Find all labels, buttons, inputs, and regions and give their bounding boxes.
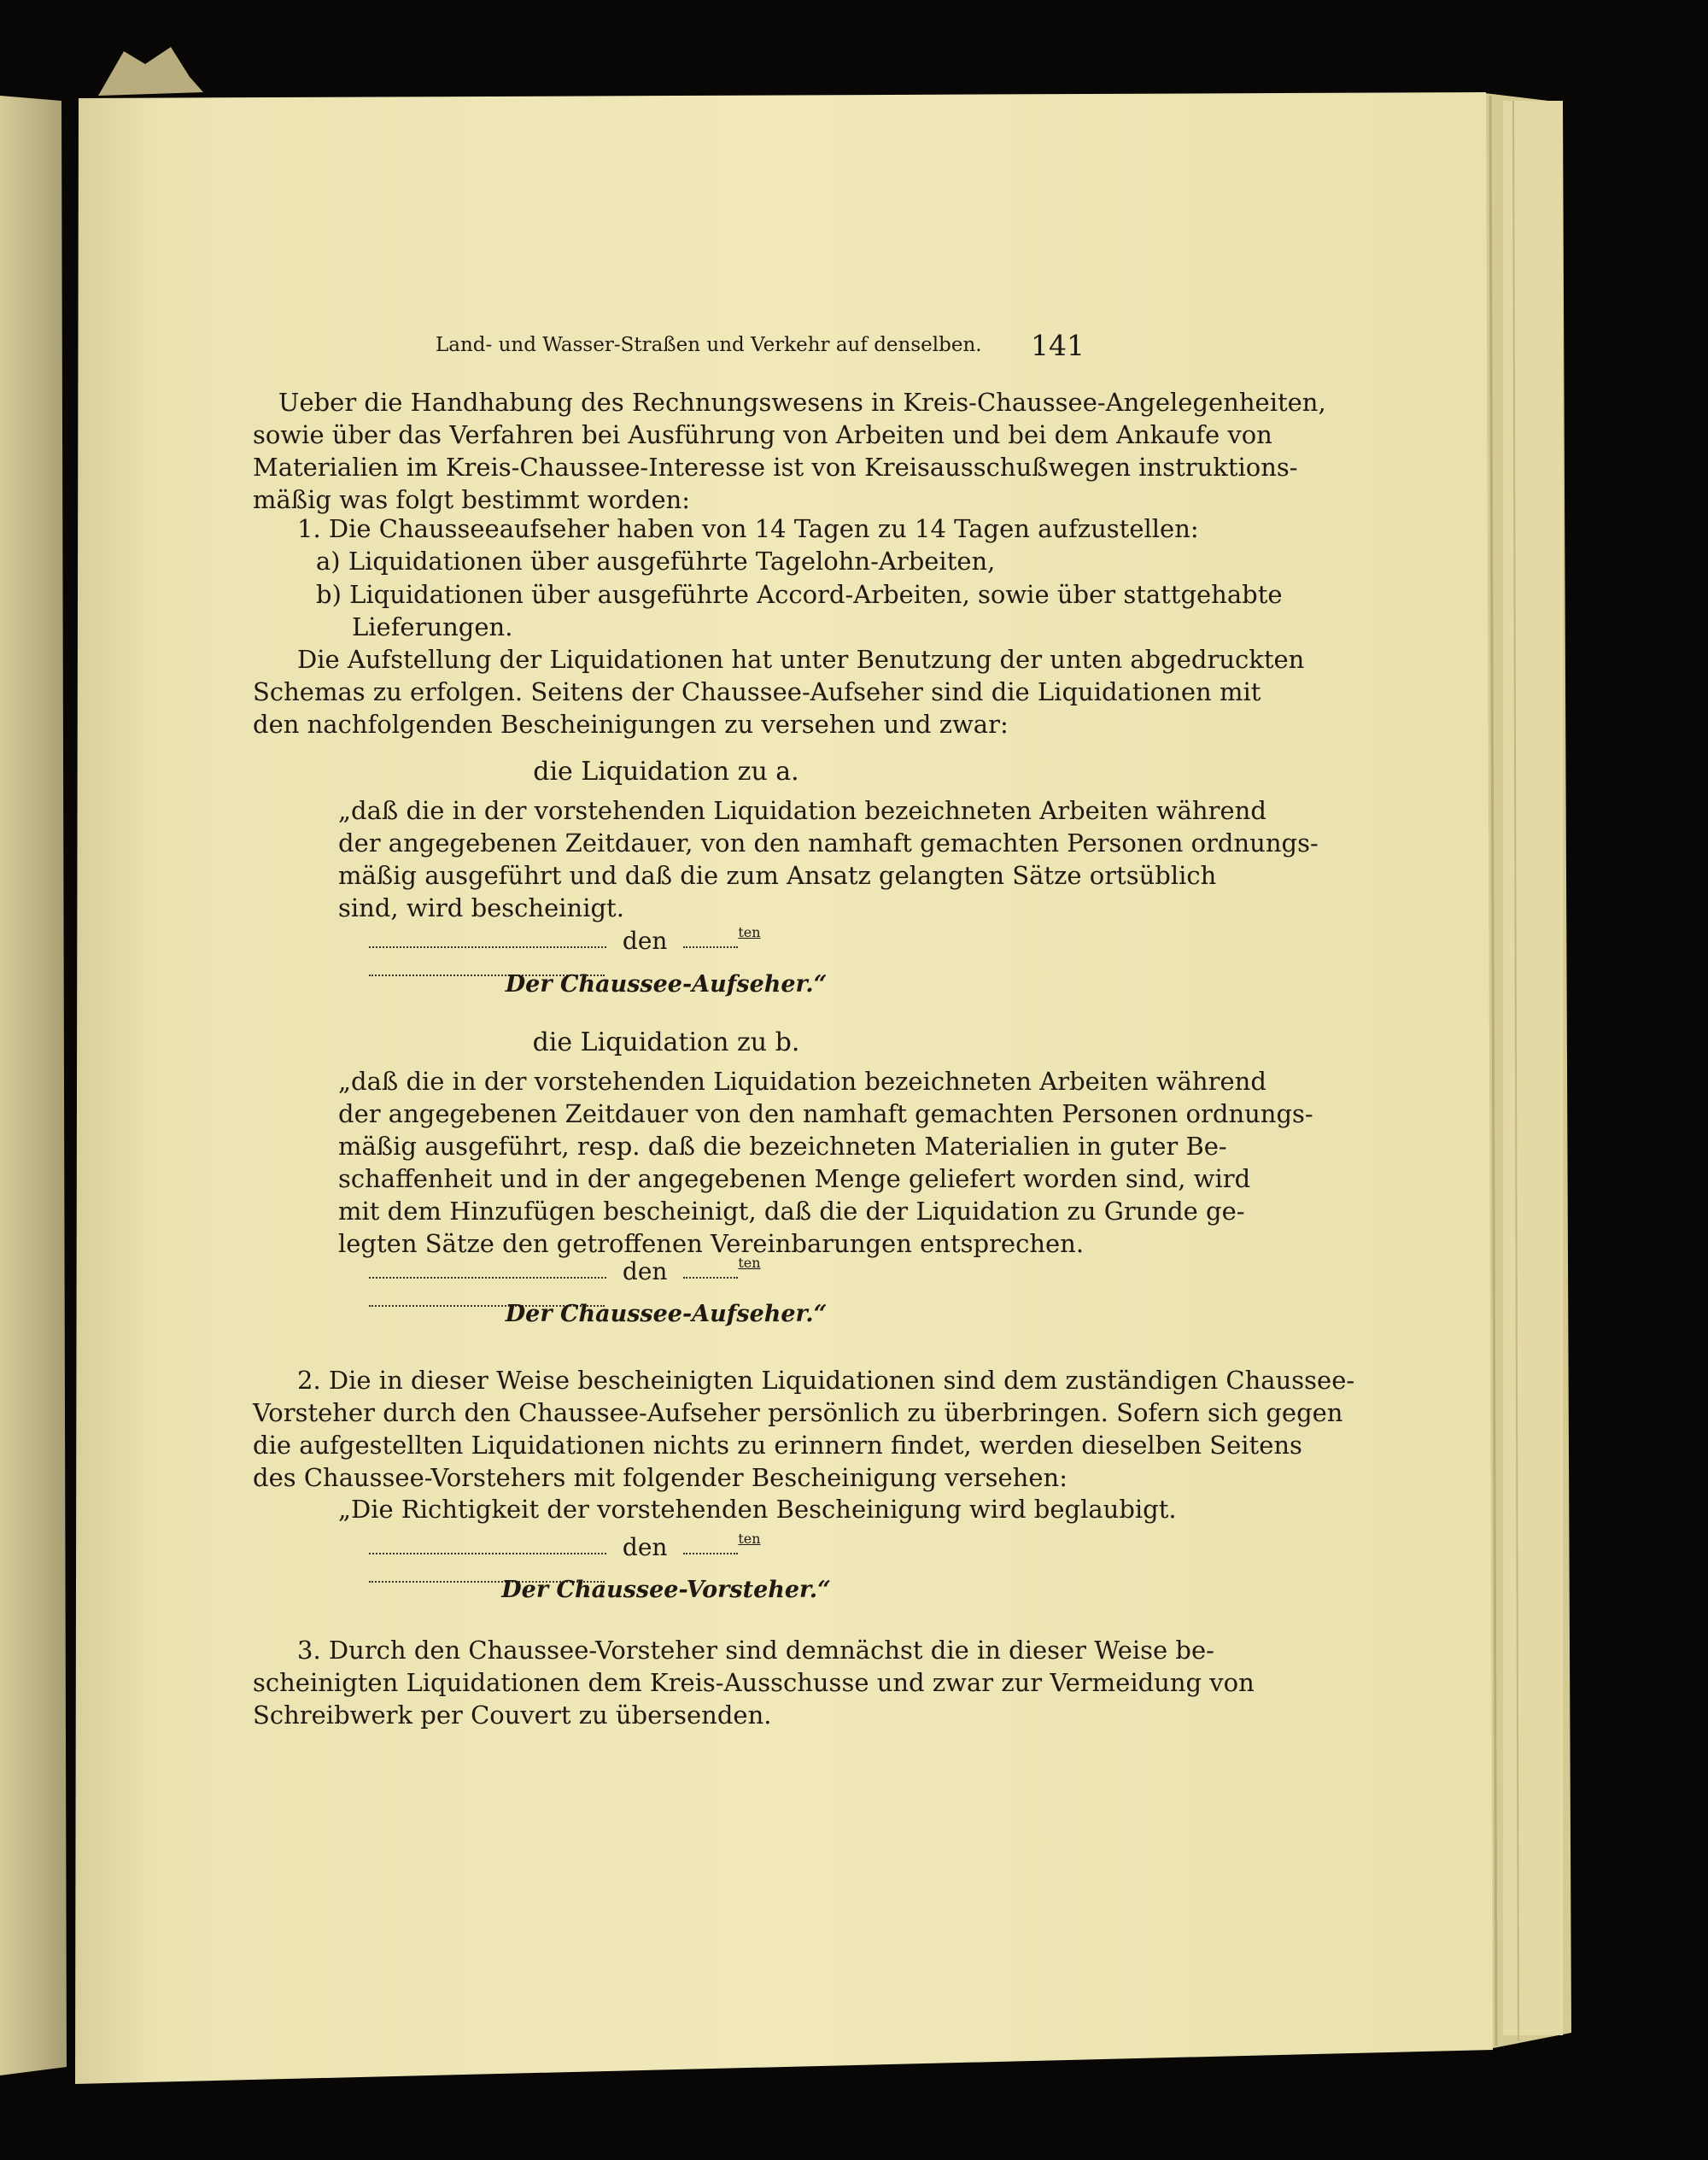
intro-line: mäßig was folgt bestimmt worden: [253, 485, 691, 514]
left-page [0, 96, 67, 2075]
beglaubigt-signature: Der Chaussee-Vorsteher.“ [501, 1577, 831, 1603]
item-1a [316, 545, 1079, 577]
liq-b-line: mäßig ausgeführt, resp. daß die bezeichneten Materialien in guter Be- [338, 1132, 1227, 1161]
running-header [436, 329, 1085, 362]
liq-b-line: der angegebenen Zeitdauer von den namhaft gemachten Personen ordnungs- [338, 1099, 1313, 1128]
item-1a-text: a) Liquidationen über ausgeführte Tagelohn-Arbeiten, [316, 547, 996, 576]
item-2-line: 2. Die in dieser Weise bescheinigten Liquidationen sind dem zuständigen Chaussee- [297, 1366, 1355, 1395]
liq-b-line: schaffenheit und in der angegebenen Menge geliefert worden sind, wird [338, 1164, 1251, 1193]
den-label: den [622, 1257, 668, 1285]
item-1b-line: b) Liquidationen über ausgeführte Accord-Arbeiten, sowie über stattgehabte [316, 580, 1283, 609]
intro-line: Materialien im Kreis-Chaussee-Interesse ist von Kreisausschußwegen instruktions- [253, 453, 1298, 482]
schema-paragraph [253, 643, 1305, 740]
item-1b-line: Lieferungen. [352, 612, 513, 641]
intro-line: Ueber die Handhabung des Rechnungswesens in Kreis-Chaussee-Angelegenheiten, [278, 388, 1326, 417]
beglaubigt-text [338, 1493, 1177, 1525]
schema-line: Schemas zu erfolgen. Seitens der Chaussee-Aufseher sind die Liquidationen mit [253, 677, 1261, 706]
date-blank-place [369, 1268, 606, 1279]
item-2-line: des Chaussee-Vorstehers mit folgender Bescheinigung versehen: [253, 1463, 1068, 1492]
liq-a-line: sind, wird bescheinigt. [338, 893, 624, 922]
liq-b-line: legten Sätze den getroffenen Vereinbarungen entsprechen. [338, 1229, 1085, 1258]
item-2-line: die aufgestellten Liquidationen nichts zu erinnern findet, werden dieselben Seitens [253, 1431, 1302, 1460]
date-blank-day [683, 938, 738, 948]
liq-b-heading: die Liquidation zu b. [532, 1027, 800, 1057]
liq-a-heading: die Liquidation zu a. [533, 757, 799, 787]
item-2 [253, 1364, 1355, 1494]
liq-b-line: mit dem Hinzufügen bescheinigt, daß die der Liquidation zu Grunde ge- [338, 1197, 1245, 1226]
date-blank-day [683, 1544, 738, 1554]
liq-a-line: mäßig ausgeführt und daß die zum Ansatz gelangten Sätze ortsüblich [338, 861, 1217, 890]
item-2-line: Vorsteher durch den Chaussee-Aufseher persönlich zu überbringen. Sofern sich gegen [253, 1398, 1343, 1427]
ten-suffix: ten [738, 1531, 761, 1547]
date-blank-place [369, 1544, 606, 1554]
schema-line: Die Aufstellung der Liquidationen hat unter Benutzung der unten abgedruckten [297, 645, 1305, 674]
den-label: den [622, 1533, 668, 1561]
den-label: den [622, 927, 668, 955]
running-title: Land- und Wasser-Straßen und Verkehr auf denselben. [436, 334, 982, 356]
liq-b-signature: Der Chaussee-Aufseher.“ [505, 1301, 828, 1327]
intro-line: sowie über das Verfahren bei Ausführung von Arbeiten und bei dem Ankaufe von [253, 420, 1272, 449]
page-number: 141 [1031, 329, 1085, 362]
date-blank-place [369, 938, 606, 948]
liq-a-line: „daß die in der vorstehenden Liquidation bezeichneten Arbeiten während [338, 796, 1266, 825]
item-3 [253, 1634, 1255, 1731]
item-3-line: 3. Durch den Chaussee-Vorsteher sind demnächst die in dieser Weise be- [297, 1636, 1214, 1665]
date-blank-day [683, 1268, 738, 1279]
liq-a-signature: Der Chaussee-Aufseher.“ [505, 971, 828, 998]
schema-line: den nachfolgenden Bescheinigungen zu versehen und zwar: [253, 710, 1009, 739]
liq-a-line: der angegebenen Zeitdauer, von den namhaft gemachten Personen ordnungs- [338, 828, 1319, 858]
liq-b-text [338, 1065, 1313, 1260]
intro-paragraph [253, 386, 1326, 516]
item-1b [316, 578, 1283, 643]
item-1-text: 1. Die Chausseeaufseher haben von 14 Tagen zu 14 Tagen aufzustellen: [297, 514, 1199, 543]
beglaubigt-line: „Die Richtigkeit der vorstehenden Bescheinigung wird beglaubigt. [338, 1495, 1177, 1524]
item-3-line: Schreibwerk per Couvert zu übersenden. [253, 1700, 772, 1730]
ten-suffix: ten [738, 924, 761, 940]
liq-b-line: „daß die in der vorstehenden Liquidation bezeichneten Arbeiten während [338, 1067, 1266, 1096]
ten-suffix: ten [738, 1255, 761, 1271]
item-1 [297, 512, 1199, 545]
liq-a-text [338, 794, 1319, 924]
item-3-line: scheinigten Liquidationen dem Kreis-Ausschusse und zwar zur Vermeidung von [253, 1668, 1255, 1697]
